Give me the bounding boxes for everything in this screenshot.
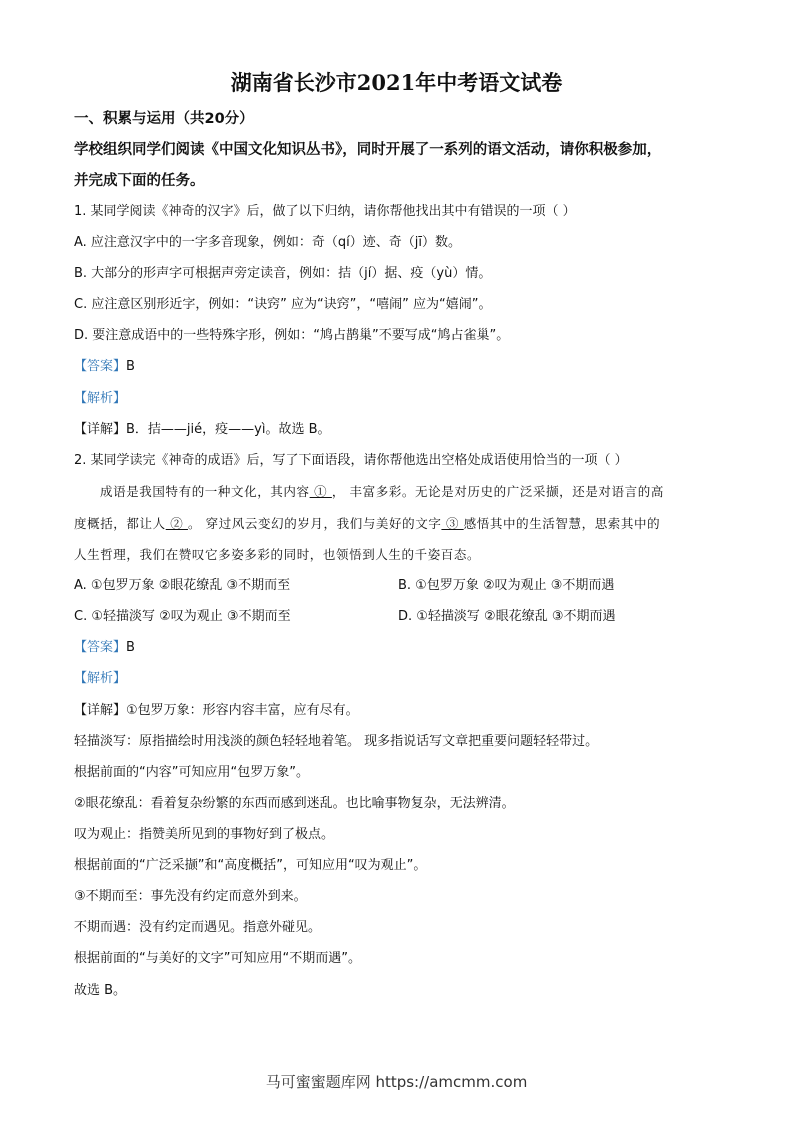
question-2-answer bbox=[74, 639, 135, 657]
answer-value: B bbox=[126, 359, 135, 374]
explanation-line: 不期而遇：没有约定而遇见。指意外碰见。 bbox=[74, 920, 322, 935]
question-1-option-d: D. 要注意成语中的一些特殊字形，例如：“鸠占鹊巢”不要写成“鸠占雀巢”。 bbox=[74, 328, 510, 343]
passage-line-1 bbox=[100, 483, 664, 501]
explanation-line: ②眼花缭乱：看着复杂纷繁的东西而感到迷乱。也比喻事物复杂，无法辨清。 bbox=[74, 796, 515, 811]
explanation-line: 根据前面的“广泛采撷”和“高度概括”，可知应用“叹为观止”。 bbox=[74, 858, 427, 873]
answer-value: B bbox=[126, 640, 135, 655]
passage-text: 成语是我国特有的一种文化，其内容 bbox=[100, 484, 310, 499]
passage-line-3: 人生哲理，我们在赞叹它多姿多彩的同时，也领悟到人生的千姿百态。 bbox=[74, 547, 481, 562]
question-2-analysis-tag: 【解析】 bbox=[74, 671, 127, 686]
detail-text: B．拮——jié，疫——yì。故选 B。 bbox=[126, 422, 331, 437]
explanation-line: 根据前面的“内容”可知应用“包罗万象”。 bbox=[74, 765, 309, 780]
task-intro-line-2: 并完成下面的任务。 bbox=[74, 173, 205, 189]
detail-tag: 【详解】 bbox=[74, 703, 127, 718]
explanation-line: 根据前面的“与美好的文字”可知应用“不期而遇”。 bbox=[74, 951, 361, 966]
blank-1: ① bbox=[309, 484, 332, 499]
question-2-option-b: B. ①包罗万象 ②叹为观止 ③不期而遇 bbox=[398, 578, 615, 593]
question-2-option-d: D. ①轻描淡写 ②眼花缭乱 ③不期而遇 bbox=[398, 609, 616, 624]
blank-2: ② bbox=[165, 516, 188, 531]
question-2-option-a: A. ①包罗万象 ②眼花缭乱 ③不期而至 bbox=[74, 578, 291, 593]
explanation-line: 叹为观止：指赞美所见到的事物好到了极点。 bbox=[74, 827, 335, 842]
question-1-option-c: C. 应注意区别形近字，例如：“诀窍” 应为“诀窍”，“嘻闹” 应为“嬉闹”。 bbox=[74, 297, 492, 312]
question-2-detail bbox=[74, 702, 359, 720]
section-heading: 一、积累与运用（共20分） bbox=[74, 111, 254, 127]
answer-tag: 【答案】 bbox=[74, 359, 127, 374]
passage-text: 度概括，都让人 bbox=[74, 516, 166, 531]
blank-3: ③ bbox=[441, 516, 464, 531]
footer-watermark-link[interactable]: 马可蜜蜜题库网 https://amcmm.com bbox=[265, 1073, 528, 1091]
question-1-option-b: B. 大部分的形声字可根据声旁定读音，例如：拮（jí）据、疫（yù）情。 bbox=[74, 266, 492, 281]
question-1-detail bbox=[74, 421, 331, 439]
explanation-line: ③不期而至：事先没有约定而意外到来。 bbox=[74, 889, 307, 904]
question-2-option-c: C. ①轻描淡写 ②叹为观止 ③不期而至 bbox=[74, 609, 291, 624]
answer-tag: 【答案】 bbox=[74, 640, 127, 655]
question-1-answer bbox=[74, 358, 135, 376]
passage-text: 感悟其中的生活智慧，思索其中的 bbox=[463, 516, 661, 531]
explanation-line: 故选 B。 bbox=[74, 983, 127, 998]
task-intro-line-1: 学校组织同学们阅读《中国文化知识丛书》，同时开展了一系列的语文活动，请你积极参加， bbox=[74, 142, 662, 158]
detail-text: ①包罗万象：形容内容丰富，应有尽有。 bbox=[126, 703, 359, 718]
page-title: 湖南省长沙市2021年中考语文试卷 bbox=[230, 70, 563, 95]
passage-text: 。 穿过风云变幻的岁月，我们与美好的文字 bbox=[187, 516, 442, 531]
passage-text: ， 丰富多彩。无论是对历史的广泛采撷，还是对语言的高 bbox=[331, 484, 664, 499]
explanation-line: 轻描淡写：原指描绘时用浅淡的颜色轻轻地着笔。 现多指说话写文章把重要问题轻轻带过。 bbox=[74, 734, 599, 749]
question-1-option-a: A. 应注意汉字中的一字多音现象，例如：奇（qí）迹、奇（jī）数。 bbox=[74, 235, 462, 250]
question-1-analysis-tag: 【解析】 bbox=[74, 391, 127, 406]
question-1-stem: 1. 某同学阅读《神奇的汉字》后，做了以下归纳，请你帮他找出其中有错误的一项（ ） bbox=[74, 204, 576, 219]
passage-line-2 bbox=[74, 515, 660, 533]
question-2-stem: 2. 某同学读完《神奇的成语》后，写了下面语段，请你帮他选出空格处成语使用恰当的一项（ ） bbox=[74, 453, 628, 468]
detail-tag: 【详解】 bbox=[74, 422, 127, 437]
